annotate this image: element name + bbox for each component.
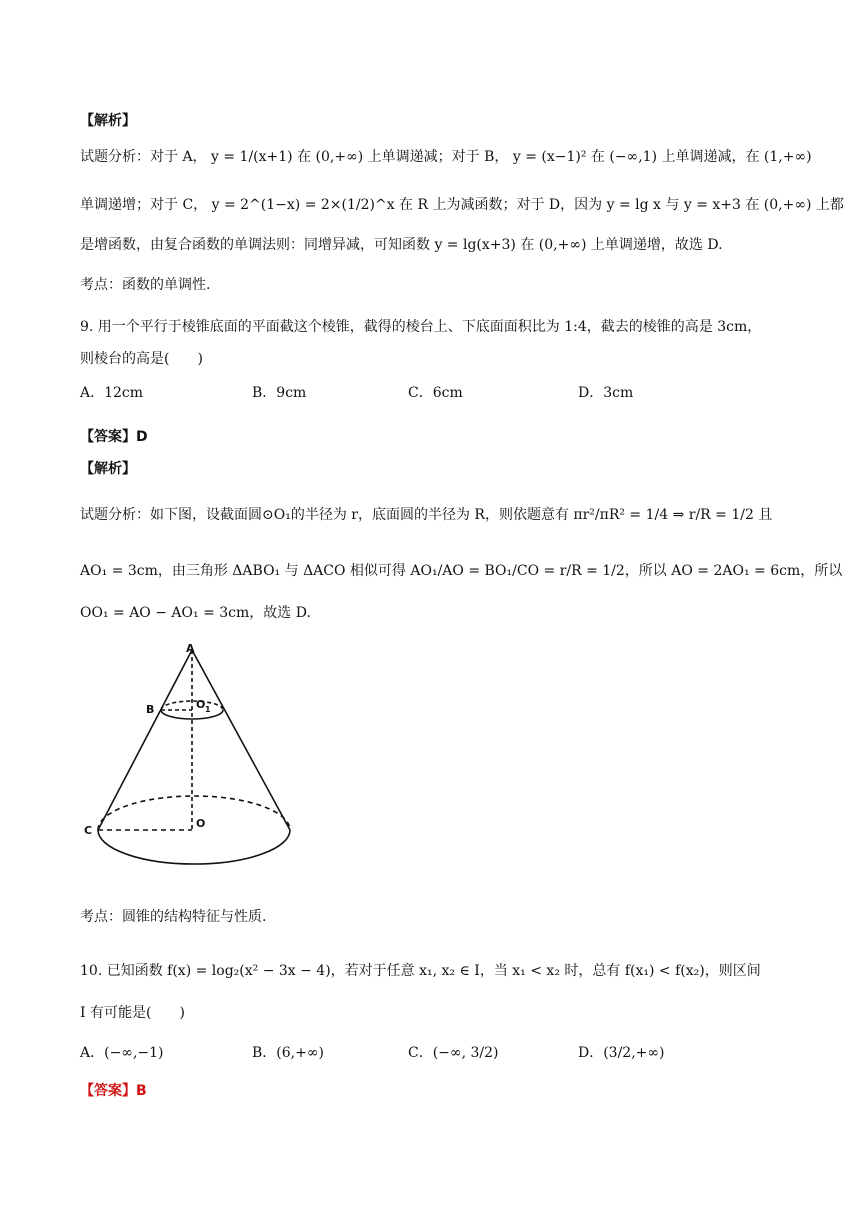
q9-answer: 【答案】D (80, 429, 148, 445)
cone-diagram (78, 640, 318, 890)
s8-kaodian: 考点：函数的单调性. (80, 277, 211, 293)
q9-option-d: D．3cm (578, 385, 634, 401)
q9-stem-line-1: 9. 用一个平行于棱锥底面的平面截这个棱锥，截得的棱台上、下底面面积比为 1:4，截去的棱锥的高是 3cm， (80, 319, 762, 335)
s8-analysis-line-3: 是增函数，由复合函数的单调法则：同增异减，可知函数 y = lg(x+3) 在 (0,+∞) 上单调递增，故选 D. (80, 237, 723, 253)
q9-option-b: B．9cm (252, 385, 307, 401)
q9-stem-line-2: 则棱台的高是( ) (80, 351, 203, 367)
label-o1-sub: 1 (205, 705, 211, 714)
q10-option-d: D．(3/2,+∞) (578, 1045, 665, 1061)
q9-analysis-line-3: OO₁ = AO − AO₁ = 3cm，故选 D. (80, 605, 311, 621)
s8-analysis-line-2: 单调递增；对于 C， y = 2^(1−x) = 2×(1/2)^x 在 R 上为减函数；对于 D，因为 y = lg x 与 y = x+3 在 (0,+∞) 上都 (80, 197, 844, 213)
s8-analysis-heading: 【解析】 (80, 113, 136, 129)
label-b: B (146, 703, 155, 716)
q9-kaodian: 考点：圆锥的结构特征与性质. (80, 909, 267, 925)
q10-option-c: C．(−∞, 3/2) (408, 1045, 499, 1061)
q10-stem-line-1: 10. 已知函数 f(x) = log₂(x² − 3x − 4)，若对于任意 x₁, x₂ ∈ I，当 x₁ < x₂ 时，总有 f(x₁) < f(x₂)，则区间 (80, 963, 761, 979)
q9-analysis-heading: 【解析】 (80, 461, 136, 477)
q10-option-b: B．(6,+∞) (252, 1045, 324, 1061)
label-o1: O (196, 698, 206, 711)
q9-analysis-line-2: AO₁ = 3cm，由三角形 ΔABO₁ 与 ΔACO 相似可得 AO₁/AO = BO₁/CO = r/R = 1/2，所以 AO = 2AO₁ = 6cm，所以 (80, 563, 843, 579)
q9-analysis-line-1: 试题分析：如下图，设截面圆⊙O₁的半径为 r，底面圆的半径为 R，则依题意有 πr²/πR² = 1/4 ⇒ r/R = 1/2 且 (80, 507, 773, 523)
q10-answer: 【答案】B (80, 1083, 147, 1099)
label-a: A (186, 642, 195, 655)
label-c: C (84, 824, 93, 837)
q10-stem-line-2: I 有可能是( ) (80, 1005, 185, 1021)
label-o: O (196, 817, 206, 830)
q10-option-a: A．(−∞,−1) (80, 1045, 164, 1061)
q9-option-c: C．6cm (408, 385, 463, 401)
q9-option-a: A．12cm (80, 385, 144, 401)
s8-analysis-line-1: 试题分析：对于 A， y = 1/(x+1) 在 (0,+∞) 上单调递减；对于 B， y = (x−1)² 在 (−∞,1) 上单调递减，在 (1,+∞) (80, 149, 812, 165)
